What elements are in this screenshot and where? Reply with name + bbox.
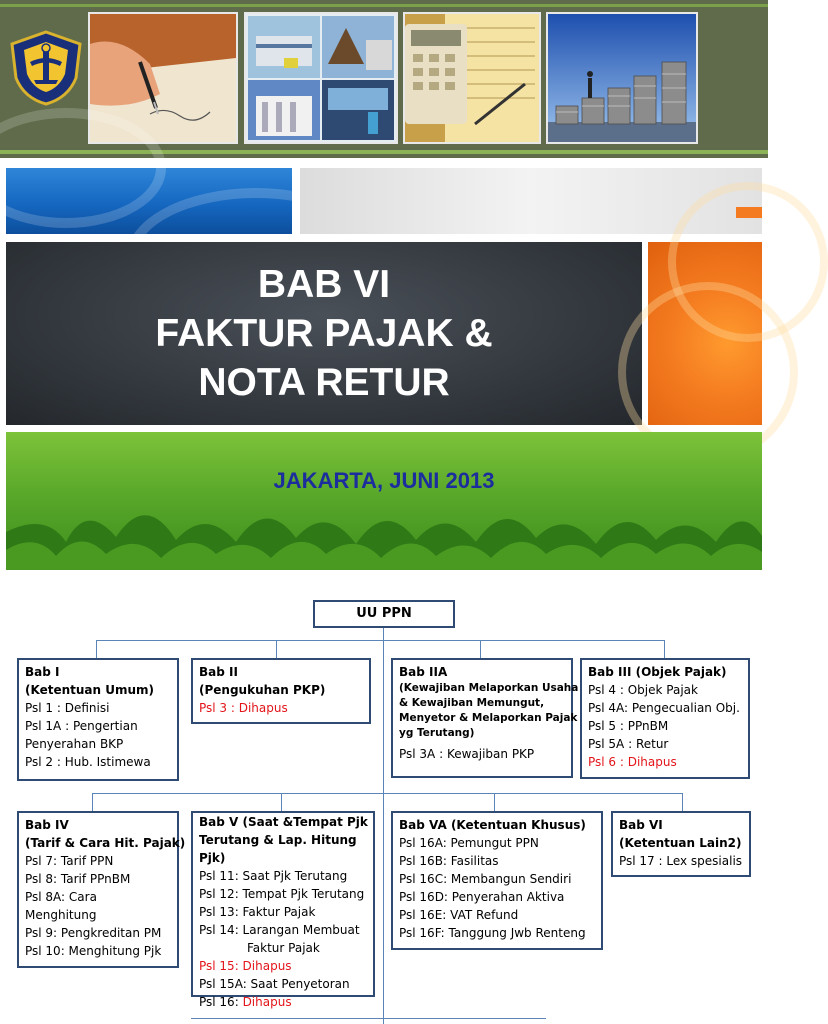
box-bab-iii: Bab III (Objek Pajak) Psl 4 : Objek Pajak Psl 4A: Pengecualian Obj. Psl 5 : PPnBM Psl 5A : Retur Psl 6 : Dihapus bbox=[580, 658, 750, 779]
psl-16-dihapus bbox=[199, 993, 367, 1011]
connector-bab5a bbox=[494, 793, 495, 811]
box-bab-va: Bab VA (Ketentuan Khusus) Psl 16A: Pemungut PPN Psl 16B: Fasilitas Psl 16C: Membangun Sendiri Psl 16D: Penyerahan Aktiva Psl 16E: VAT Refund Psl 16F: Tanggung Jwb Renteng bbox=[391, 811, 603, 950]
photo-calculator-papers bbox=[403, 12, 541, 144]
title-line-1: BAB VI bbox=[257, 263, 391, 306]
photo-tax-offices bbox=[244, 12, 398, 144]
grass-panel bbox=[6, 432, 762, 570]
psl-16-status: Dihapus bbox=[242, 995, 292, 1009]
connector-trunk bbox=[383, 628, 384, 1024]
slide-subtitle-date: JAKARTA, JUNI 2013 bbox=[273, 468, 495, 493]
connector-bab5 bbox=[281, 793, 282, 811]
connector-row2 bbox=[92, 793, 683, 794]
box-bab-iv: Bab IV (Tarif & Cara Hit. Pajak) Psl 7: Tarif PPN Psl 8: Tarif PPnBM Psl 8A: Cara Menghitung Psl 9: Pengkreditan PM Psl 10: Menghitung Pjk bbox=[17, 811, 179, 968]
root-uu-ppn: UU PPN bbox=[313, 600, 455, 628]
connector-row3 bbox=[191, 1018, 546, 1019]
box-bab-i: Bab I (Ketentuan Umum) Psl 1 : Definisi Psl 1A : Pengertian Penyerahan BKP Psl 2 : Hub. Istimewa bbox=[17, 658, 179, 781]
psl-16-label: Psl 16: bbox=[199, 995, 243, 1009]
law-structure-slide bbox=[0, 585, 768, 1024]
title-line-3: NOTA RETUR bbox=[198, 361, 450, 404]
box-bab-iia: Bab IIA (Kewajiban Melaporkan Usaha & Kewajiban Memungut, Menyetor & Melaporkan Pajak yg Terutang) Psl 3A : Kewajiban PKP bbox=[391, 658, 573, 778]
title-panel bbox=[6, 242, 642, 425]
connector-bab2 bbox=[276, 640, 277, 658]
banner-top-stripe bbox=[0, 4, 768, 7]
photo-coin-stacks bbox=[546, 12, 698, 144]
connector-bab4 bbox=[92, 793, 93, 811]
slide-title bbox=[6, 260, 642, 407]
ministry-emblem-icon bbox=[6, 28, 86, 108]
connector-bab3 bbox=[664, 640, 665, 658]
connector-row1 bbox=[96, 640, 665, 641]
connector-bab2a bbox=[480, 640, 481, 658]
connector-bab6 bbox=[682, 793, 683, 811]
box-bab-vi: Bab VI (Ketentuan Lain2) Psl 17 : Lex spesialis bbox=[611, 811, 751, 877]
orange-decorative-panel bbox=[648, 242, 762, 425]
blue-decorative-bar bbox=[6, 168, 292, 234]
box-bab-v: Bab V (Saat &Tempat Pjk Terutang & Lap. Hitung Pjk) Psl 11: Saat Pjk Terutang Psl 12: Tempat Pjk Terutang Psl 13: Faktur Pajak Psl 14: Larangan Membuat Faktur Pajak Psl 15: Dihapus Psl 15A: Saat Penyetoran Psl 16: Dihapus bbox=[191, 811, 375, 997]
connector-bab1 bbox=[96, 640, 97, 658]
title-line-2: FAKTUR PAJAK & bbox=[155, 312, 493, 355]
box-bab-ii: Bab II (Pengukuhan PKP) Psl 3 : Dihapus bbox=[191, 658, 371, 724]
grass-blades bbox=[6, 432, 762, 570]
